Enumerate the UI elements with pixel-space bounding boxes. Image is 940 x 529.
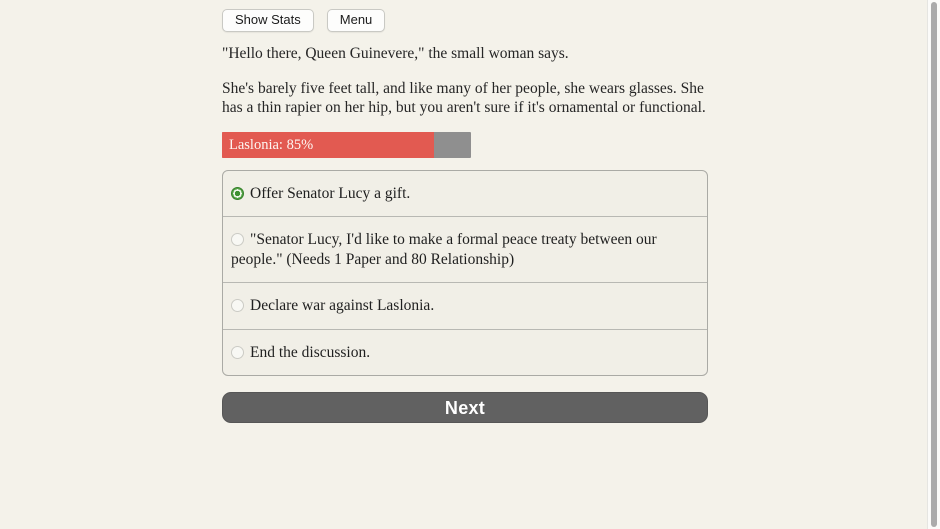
choice-label: Offer Senator Lucy a gift. (250, 184, 411, 202)
radio-icon[interactable] (231, 346, 244, 359)
radio-icon[interactable] (231, 187, 244, 200)
show-stats-button[interactable]: Show Stats (222, 9, 314, 32)
choice-option-declare-war[interactable] (223, 282, 707, 329)
story-paragraph: "Hello there, Queen Guinevere," the small woman says. (222, 45, 569, 62)
choice-option-gift[interactable] (223, 171, 707, 217)
radio-icon[interactable] (231, 299, 244, 312)
choice-option-peace-treaty[interactable] (223, 216, 707, 282)
relationship-stat-bar (222, 132, 471, 158)
story-paragraph: She's barely five feet tall, and like many of her people, she wears glasses. She has a thin rapier on her hip, but you aren't sure if it's ornamental or functional. (222, 79, 706, 116)
scrollbar-thumb[interactable] (931, 2, 937, 527)
choice-option-end-discussion[interactable] (223, 329, 707, 376)
choice-label: "Senator Lucy, I'd like to make a formal peace treaty between our people." (Needs 1 Paper and 80 Relationship) (231, 231, 657, 268)
choice-label: End the discussion. (250, 343, 371, 361)
story-column (222, 0, 708, 423)
next-button[interactable]: Next (222, 392, 708, 423)
stat-bar-label: Laslonia: 85% (229, 136, 314, 153)
menu-button[interactable]: Menu (327, 9, 386, 32)
radio-icon[interactable] (231, 233, 244, 246)
scrollbar (927, 0, 940, 529)
choice-list (222, 170, 708, 377)
choice-label: Declare war against Laslonia. (250, 297, 435, 314)
toolbar (222, 9, 708, 32)
